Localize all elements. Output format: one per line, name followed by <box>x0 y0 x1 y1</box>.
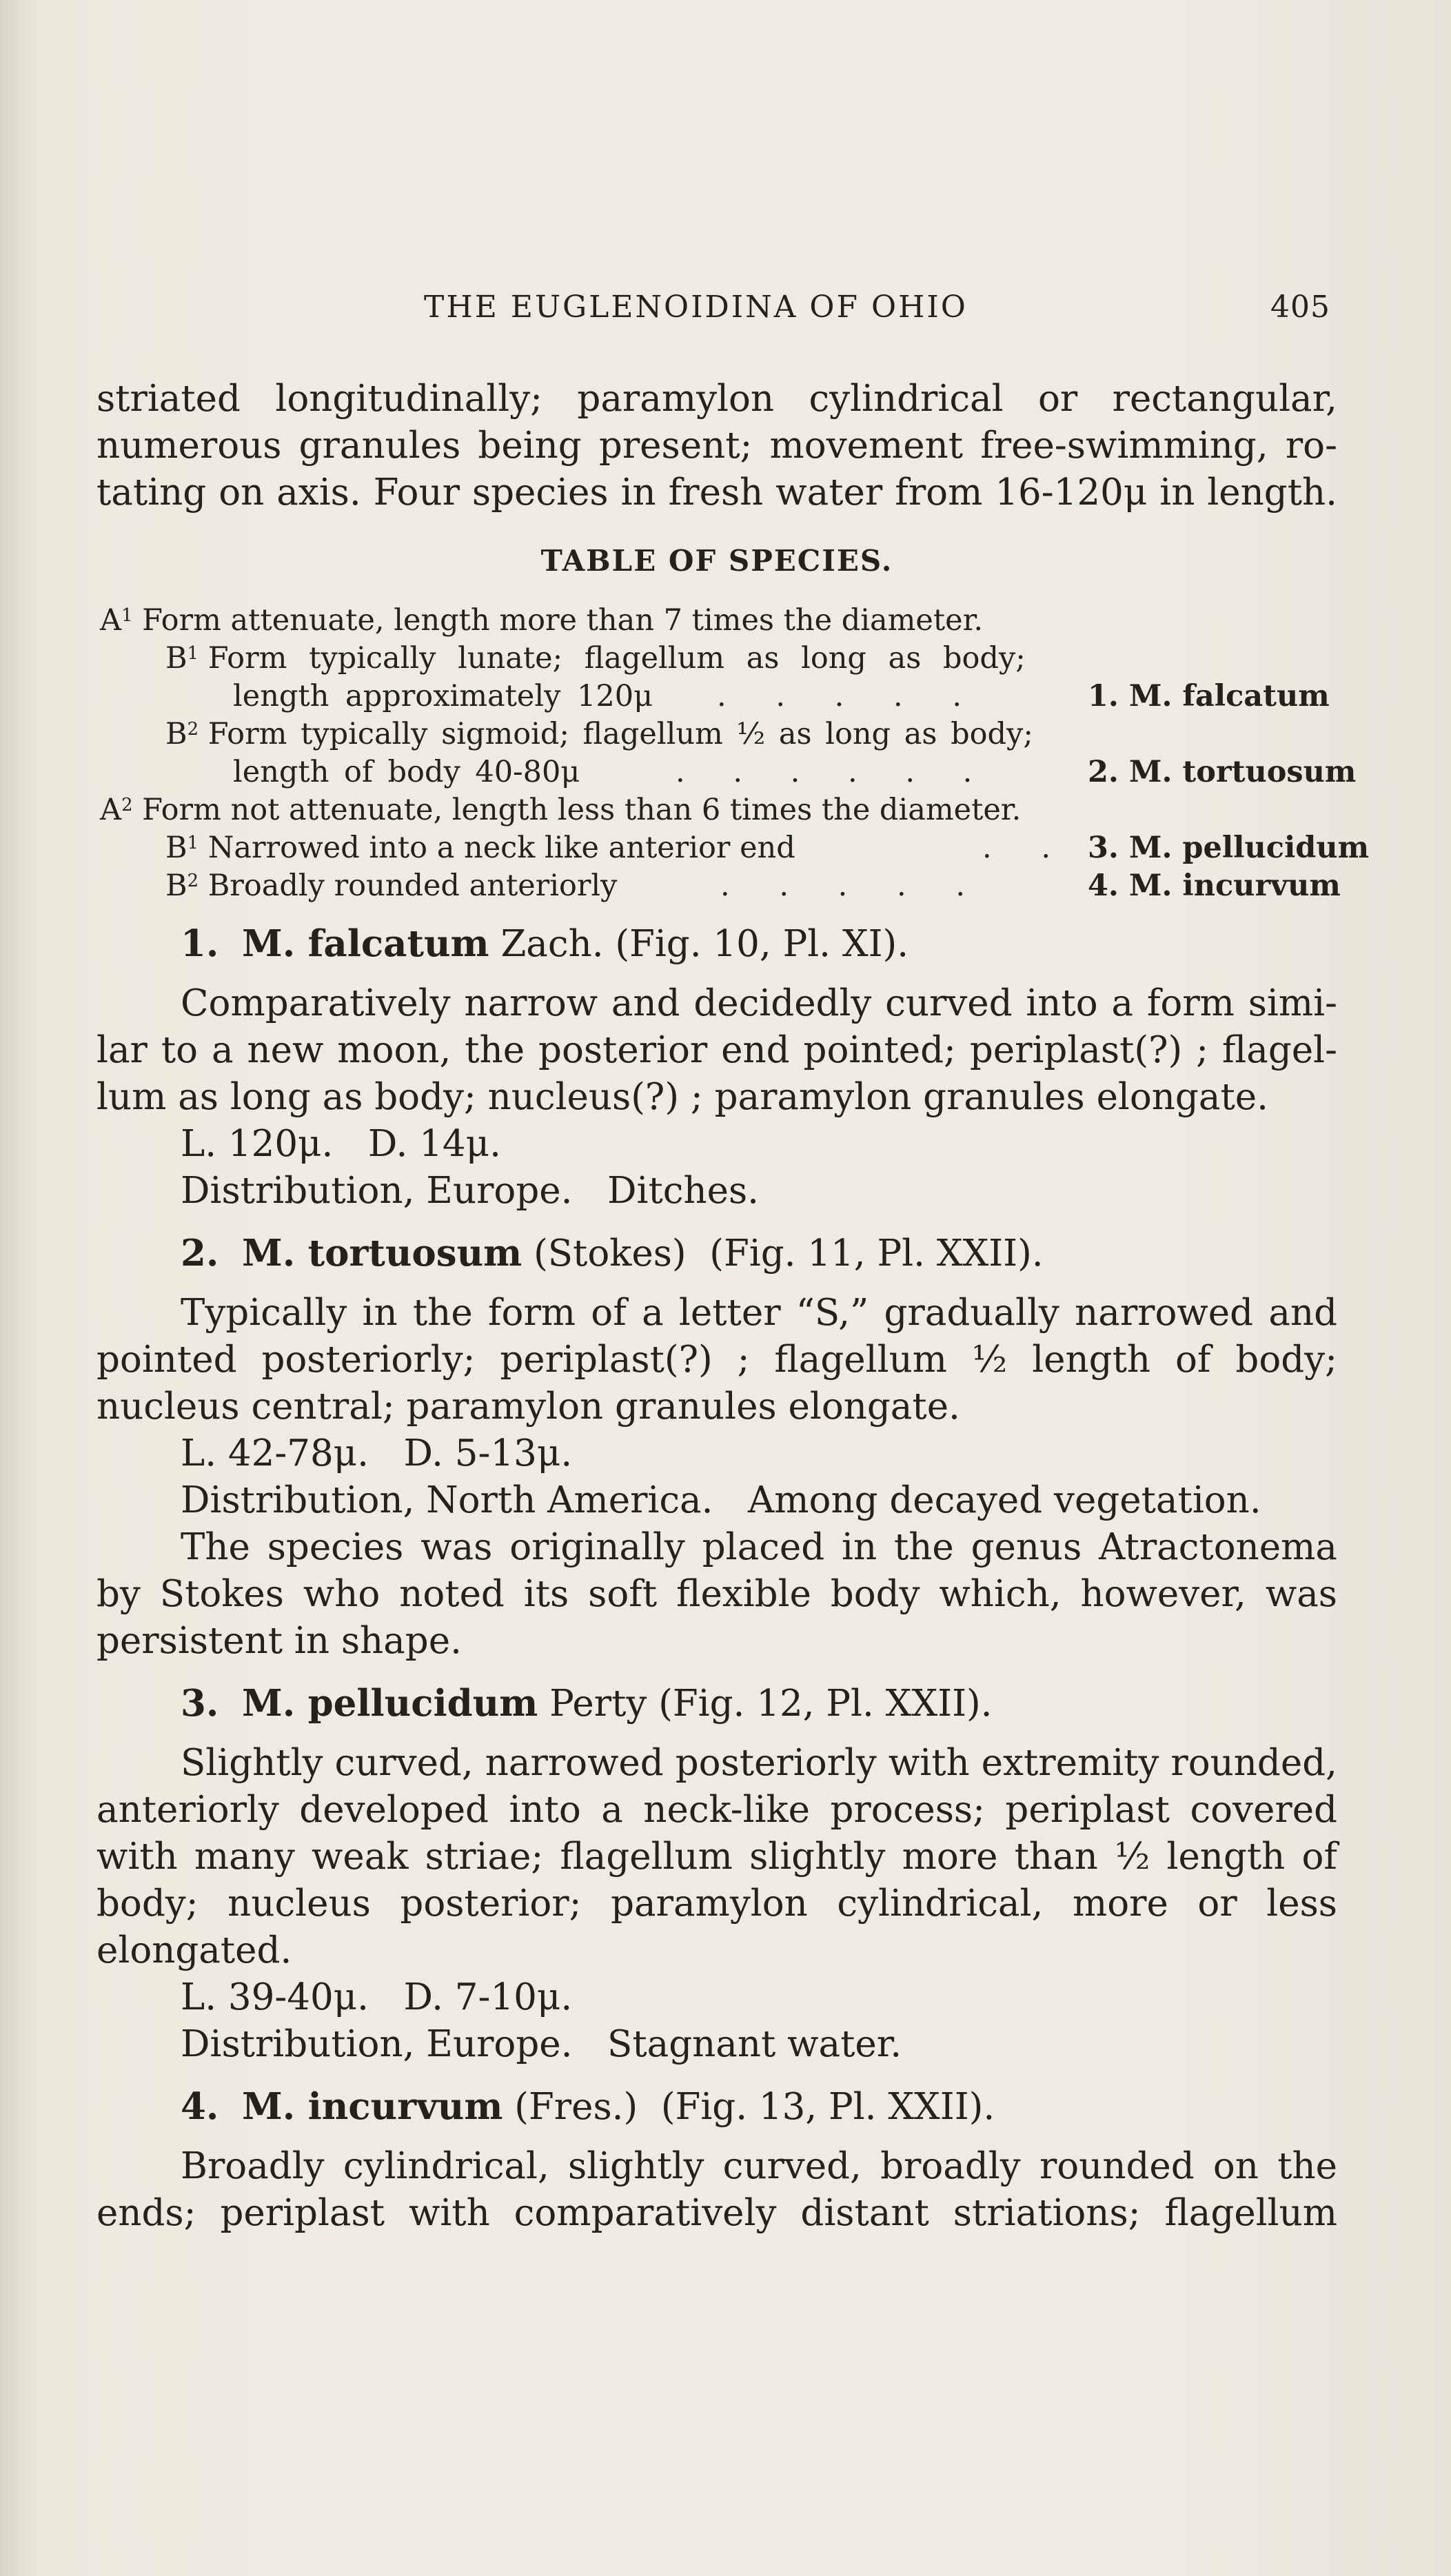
key-letter: B <box>165 717 187 751</box>
species-name: M. incurvum <box>242 2085 503 2128</box>
key-sup: 1 <box>187 833 199 854</box>
species-number: 2. <box>181 1232 219 1275</box>
species-heading <box>97 2083 1337 2131</box>
species-reference: Perty (Fig. 12, Pl. XXII). <box>549 1683 993 1725</box>
text-line: lar to a new moon, the posterior end pointed; periplast(?) ; flagel- <box>97 1029 1337 1071</box>
species-measurements: L. 42-78μ. D. 5-13μ. <box>181 1432 573 1474</box>
species-distribution: Distribution, Europe. Ditches. <box>181 1170 759 1212</box>
key-letter: A <box>100 793 122 827</box>
text-line: Typically in the form of a letter “S,” gradually narrowed and <box>181 1292 1337 1334</box>
key-row <box>97 791 1337 829</box>
key-row <box>97 602 1337 640</box>
running-header <box>97 290 1330 331</box>
key-row <box>97 678 1337 716</box>
species-description <box>97 980 1337 1215</box>
key-row <box>97 640 1337 678</box>
key-letter: A <box>100 603 122 638</box>
species-heading <box>97 1680 1337 1727</box>
key-leader-dots: . . . . . . <box>676 755 973 789</box>
key-row <box>97 753 1357 791</box>
key-row <box>97 829 1370 867</box>
text-line: anteriorly developed into a neck-like process; periplast covered <box>97 1789 1337 1831</box>
key-sup: 1 <box>187 643 199 665</box>
species-reference: (Stokes) (Fig. 11, Pl. XXII). <box>534 1233 1044 1275</box>
species-name: M. pellucidum <box>242 1682 538 1725</box>
text-line: elongated. <box>97 1929 292 1971</box>
text-line: lum as long as body; nucleus(?) ; paramylon granules elongate. <box>97 1076 1268 1118</box>
text-line: striated longitudinally; paramylon cylindrical or rectangular, <box>97 378 1337 420</box>
key-result: 1. M. falcatum <box>1088 679 1330 713</box>
species-name: M. falcatum <box>242 922 489 965</box>
species-reference: (Fres.) (Fig. 13, Pl. XXII). <box>514 2086 995 2128</box>
text-line: tating on axis. Four species in fresh water from 16-120μ in length. <box>97 471 1337 514</box>
table-title: TABLE OF SPECIES. <box>540 544 893 578</box>
species-description <box>97 2143 1337 2237</box>
key-text: Broadly rounded anteriorly <box>207 869 618 903</box>
text-line: numerous granules being present; movement free-swimming, ro- <box>97 425 1337 467</box>
key-letter: B <box>165 831 187 865</box>
key-sup: 2 <box>187 871 199 892</box>
species-measurements: L. 39-40μ. D. 7-10μ. <box>181 1976 573 2018</box>
key-text: Narrowed into a neck like anterior end <box>207 831 795 865</box>
species-heading <box>97 1230 1337 1277</box>
intro-paragraph <box>97 376 1337 516</box>
key-text: Form attenuate, length more than 7 times the diameter. <box>142 603 984 638</box>
species-heading <box>97 920 1337 968</box>
key-letter: B <box>165 641 187 676</box>
key-leader-dots: . . . . . <box>717 679 962 713</box>
running-title: THE EUGLENOIDINA OF OHIO <box>424 290 968 325</box>
species-reference: Zach. (Fig. 10, Pl. XI). <box>500 923 909 965</box>
key-result: 3. M. pellucidum <box>1088 831 1370 865</box>
text-line: ends; periplast with comparatively distant striations; flagellum <box>97 2192 1337 2234</box>
key-text: length of body 40-80μ <box>233 755 580 789</box>
key-text: Form typically sigmoid; flagellum ½ as long as body; <box>207 717 1033 751</box>
text-line: pointed posteriorly; periplast(?) ; flagellum ½ length of body; <box>97 1339 1337 1381</box>
key-row <box>97 867 1341 905</box>
species-name: M. tortuosum <box>242 1232 522 1275</box>
species-number: 4. <box>181 2085 219 2128</box>
key-text: Form not attenuate, length less than 6 times the diameter. <box>142 793 1022 827</box>
text-line: The species was originally placed in the genus Atractonema <box>181 1526 1337 1568</box>
page-body <box>97 376 1370 2237</box>
species-number: 3. <box>181 1682 219 1725</box>
key-text: Form typically lunate; flagellum as long as body; <box>207 641 1026 676</box>
key-sup: 2 <box>121 795 133 816</box>
key-leader-dots: . . . . . <box>720 869 966 903</box>
text-line: Broadly cylindrical, slightly curved, broadly rounded on the <box>181 2145 1337 2187</box>
species-measurements: L. 120μ. D. 14μ. <box>181 1123 501 1165</box>
key-sup: 1 <box>121 605 133 627</box>
text-line: Comparatively narrow and decidedly curved into a form simi- <box>181 982 1337 1024</box>
key-leader-dots: . . <box>982 831 1051 865</box>
species-key <box>97 602 1370 905</box>
text-line: nucleus central; paramylon granules elongate. <box>97 1386 960 1428</box>
species-distribution: Distribution, Europe. Stagnant water. <box>181 2023 902 2065</box>
key-sup: 2 <box>187 719 199 740</box>
species-number: 1. <box>181 922 219 965</box>
text-line: by Stokes who noted its soft flexible body which, however, was <box>97 1573 1337 1615</box>
page-number: 405 <box>1270 290 1330 325</box>
species-description <box>97 1290 1337 1665</box>
key-text: length approximately 120μ <box>233 679 653 713</box>
key-row <box>97 716 1337 753</box>
text-line: persistent in shape. <box>97 1620 462 1662</box>
key-letter: B <box>165 869 187 903</box>
text-line: body; nucleus posterior; paramylon cylindrical, more or less <box>97 1883 1337 1925</box>
key-result: 4. M. incurvum <box>1088 869 1341 903</box>
text-line: with many weak striae; flagellum slightly more than ½ length of <box>97 1836 1337 1878</box>
text-line: Slightly curved, narrowed posteriorly with extremity rounded, <box>181 1742 1337 1784</box>
key-result: 2. M. tortuosum <box>1088 755 1357 789</box>
species-distribution: Distribution, North America. Among decayed vegetation. <box>181 1479 1261 1521</box>
species-description <box>97 1740 1337 2068</box>
